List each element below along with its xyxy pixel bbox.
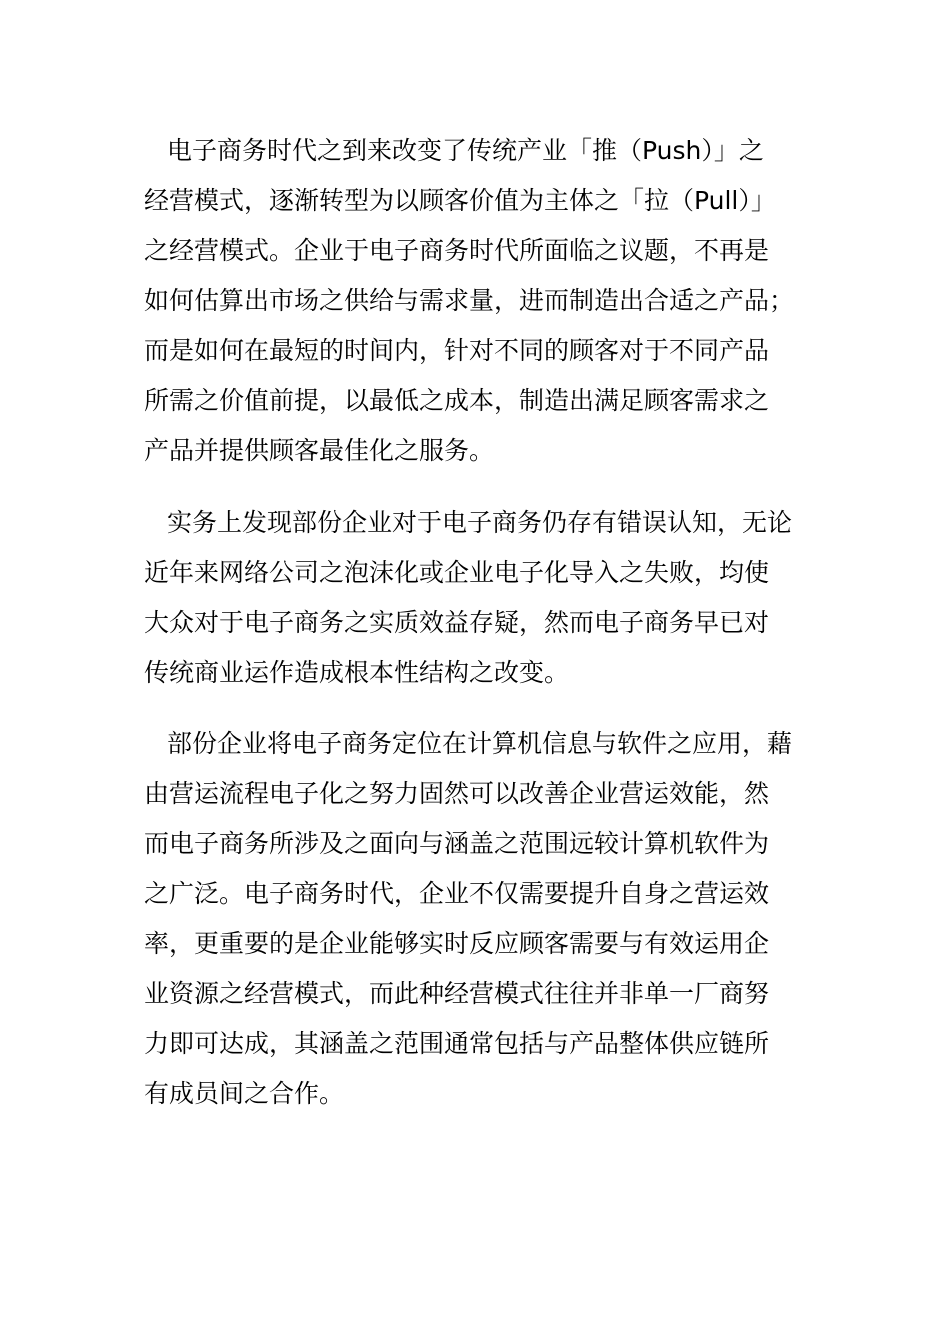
text-line: 近年来网络公司之泡沫化或企业电子化导入之失败，均使 [144, 558, 770, 587]
text-line: 经营模式，逐渐转型为以顾客价值为主体之「拉（Pull）」 [144, 186, 776, 215]
text-line: 实务上发现部份企业对于电子商务仍存有错误认知，无论 [167, 508, 793, 537]
text-line: 如何估算出市场之供给与需求量，进而制造出合适之产品； [144, 286, 795, 315]
text-line: 产品并提供顾客最佳化之服务。 [144, 436, 495, 465]
text-line: 由营运流程电子化之努力固然可以改善企业营运效能，然 [144, 779, 770, 808]
text-line: 所需之价值前提，以最低之成本，制造出满足顾客需求之 [144, 386, 770, 415]
text-line: 而电子商务所涉及之面向与涵盖之范围远较计算机软件为 [144, 829, 770, 858]
text-line: 而是如何在最短的时间内，针对不同的顾客对于不同产品 [144, 336, 770, 365]
text-line: 之广泛。电子商务时代，企业不仅需要提升自身之营运效 [144, 879, 770, 908]
text-line: 电子商务时代之到来改变了传统产业「推（Push）」之 [167, 136, 764, 165]
text-line: 业资源之经营模式，而此种经营模式往往并非单一厂商努 [144, 979, 770, 1008]
text-line: 大众对于电子商务之实质效益存疑，然而电子商务早已对 [144, 608, 770, 637]
text-line: 率，更重要的是企业能够实时反应顾客需要与有效运用企 [144, 929, 770, 958]
text-line: 力即可达成，其涵盖之范围通常包括与产品整体供应链所 [144, 1029, 770, 1058]
text-line: 有成员间之合作。 [144, 1079, 345, 1108]
text-line: 之经营模式。企业于电子商务时代所面临之议题，不再是 [144, 236, 770, 265]
text-line: 部份企业将电子商务定位在计算机信息与软件之应用，藉 [167, 729, 793, 758]
text-line: 传统商业运作造成根本性结构之改变。 [144, 658, 570, 687]
